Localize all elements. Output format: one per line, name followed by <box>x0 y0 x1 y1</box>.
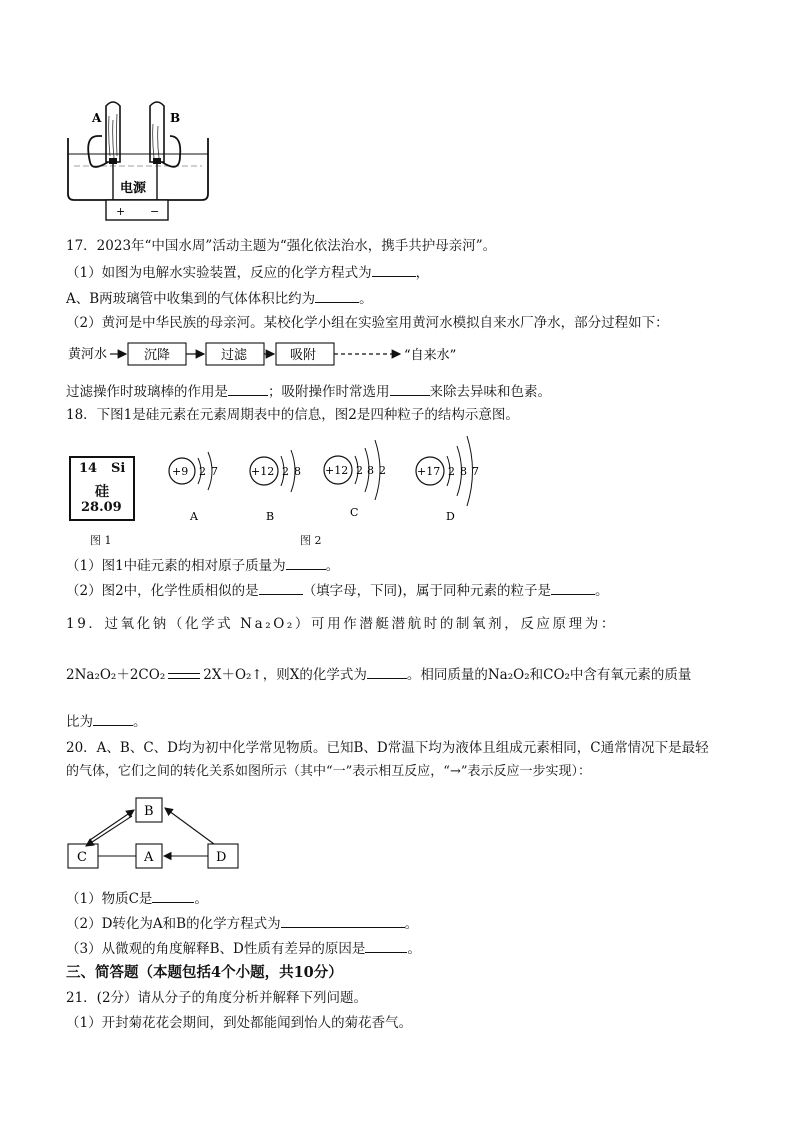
q19-mid2: 。相同质量的Na₂O₂和CO₂中含有氧元素的质量 <box>406 667 692 683</box>
q17-part1a-end: ， <box>415 265 430 281</box>
shell-electrons: 2 <box>282 465 289 478</box>
nucleus-charge: +17 <box>417 465 441 478</box>
fig2-caption: 图 2 <box>300 534 322 547</box>
flow-step: 过滤 <box>221 348 248 363</box>
q18-part2-end: 。 <box>594 583 609 599</box>
answer-blank[interactable] <box>228 381 268 396</box>
electrolysis-apparatus-figure <box>62 96 212 224</box>
plus-sign: + <box>116 205 126 218</box>
shell-electrons: 7 <box>211 465 218 478</box>
purification-flowchart <box>66 340 486 370</box>
nucleus-charge: +12 <box>325 464 349 477</box>
q17-part3c: 来除去异味和色素。 <box>429 384 551 400</box>
q20-part2-text: （2）D转化为A和B的化学方程式为 <box>66 916 281 932</box>
shell-electrons: 2 <box>379 464 386 477</box>
equation-right: 2X＋O₂↑ <box>203 667 263 683</box>
q17-part1a <box>66 262 429 283</box>
q19-line3-end: 。 <box>133 714 147 730</box>
section-three-heading: 三、简答题（本题包括4个小题，共10分） <box>66 964 343 981</box>
atomic-mass: 28.09 <box>81 500 122 515</box>
q17-part1b <box>66 288 373 309</box>
q18-part1 <box>66 555 339 576</box>
q20-part2 <box>66 913 418 934</box>
q20-line1: 20．A、B、C、D均为初中化学常见物质。已知B、D常温下均为液体且组成元素相同，C通常情况下是最轻 <box>66 740 709 756</box>
answer-blank[interactable] <box>390 381 430 396</box>
flow-step: 沉降 <box>144 348 171 363</box>
nucleus-charge: +12 <box>251 465 275 478</box>
conversion-diagram <box>66 796 242 872</box>
equation-double-line <box>168 673 200 679</box>
q17-part1b-text: A、B两玻璃管中收集到的气体体积比约为 <box>66 291 316 307</box>
nucleus-charge: +9 <box>172 465 189 478</box>
shell-electrons: 2 <box>199 465 206 478</box>
element-name: 硅 <box>95 484 109 500</box>
q18-part2 <box>66 580 608 601</box>
label-a: A <box>92 111 102 125</box>
equation-left: 2Na₂O₂＋2CO₂ <box>66 667 166 683</box>
q20-part1-text: （1）物质C是 <box>66 891 153 907</box>
q17-intro: 17．2023年“中国水周”活动主题为“强化依法治水，携手共护母亲河”。 <box>66 238 497 254</box>
q17-part1b-end: 。 <box>359 291 373 307</box>
flow-start: 黄河水 <box>68 347 108 362</box>
wire-left <box>88 136 108 167</box>
q21-part1: （1）开封菊花花会期间，到处都能闻到怡人的菊花香气。 <box>66 1015 413 1031</box>
answer-blank[interactable] <box>259 580 303 595</box>
answer-blank[interactable] <box>365 938 407 953</box>
box-b: B <box>144 804 154 819</box>
box-c: C <box>77 850 87 865</box>
q18-part1-end: 。 <box>325 558 340 574</box>
shell-electrons: 7 <box>472 465 479 478</box>
element-symbol: Si <box>111 461 126 476</box>
q17-part3a: 过滤操作时玻璃棒的作用是 <box>66 384 228 400</box>
power-label: 电源 <box>120 181 147 196</box>
shell-electrons: 8 <box>367 464 374 477</box>
answer-blank[interactable] <box>93 711 133 726</box>
q20-part3-end: 。 <box>407 941 421 957</box>
tube-b <box>150 102 164 162</box>
label-b: B <box>170 111 181 125</box>
shell-electrons: 2 <box>356 464 363 477</box>
shell-electrons: 8 <box>460 465 467 478</box>
q20-line2: 的气体，它们之间的转化关系如图所示（其中“一”表示相互反应，“→”表示反应一步实现）： <box>66 764 591 779</box>
q18-part1-text: （1）图1中硅元素的相对原子质量为 <box>66 558 286 574</box>
q17-part2: （2）黄河是中华民族的母亲河。某校化学小组在实验室用黄河水模拟自来水厂净水，部分过程如下： <box>66 315 669 331</box>
q19-equation-line <box>66 664 691 685</box>
q19-line3-text: 比为 <box>66 714 93 730</box>
q17-part1a-text: （1）如图为电解水实验装置，反应的化学方程式为 <box>66 265 372 281</box>
shell-electrons: 2 <box>448 465 455 478</box>
answer-blank[interactable] <box>315 288 359 303</box>
atom-diagram <box>169 452 218 523</box>
q20-part3 <box>66 938 421 959</box>
atom-structure-diagrams <box>160 428 500 524</box>
fig1-caption: 图 1 <box>90 534 112 547</box>
answer-blank[interactable] <box>286 555 326 570</box>
q19-line1: 19．过氧化钠（化学式 Na₂O₂）可用作潜艇潜航时的制氧剂，反应原理为： <box>66 616 617 632</box>
answer-blank[interactable] <box>281 913 405 928</box>
q20-part1-end: 。 <box>194 891 208 907</box>
answer-blank[interactable] <box>551 580 595 595</box>
q19-mid1: ，则X的化学式为 <box>262 667 367 683</box>
q19-line3 <box>66 711 147 732</box>
atom-label: B <box>266 510 275 523</box>
answer-blank[interactable] <box>367 664 407 679</box>
q17-part3b: ；吸附操作时常选用 <box>268 384 390 400</box>
q20-part1 <box>66 888 208 909</box>
flow-end: “自来水” <box>404 348 457 363</box>
atom-diagram <box>250 450 301 523</box>
q17-part3 <box>66 381 551 402</box>
q20-part3-text: （3）从微观的角度解释B、D性质有差异的原因是 <box>66 941 366 957</box>
atom-label: C <box>350 506 359 519</box>
q20-part2-end: 。 <box>404 916 419 932</box>
atom-diagram <box>324 440 386 519</box>
q21-intro: 21．(2分）请从分子的角度分析并解释下列问题。 <box>66 990 368 1006</box>
answer-blank[interactable] <box>152 888 194 903</box>
flow-step: 吸附 <box>290 348 317 363</box>
atom-label: D <box>446 510 455 523</box>
box-a: A <box>144 850 154 865</box>
answer-blank[interactable] <box>372 262 416 277</box>
element-card <box>69 456 135 521</box>
q18-part2b: （填字母，下同)，属于同种元素的粒子是 <box>302 583 551 599</box>
atomic-number: 14 <box>79 461 98 476</box>
q18-part2a: （2）图2中，化学性质相似的是 <box>66 583 259 599</box>
box-d: D <box>216 850 227 865</box>
atom-diagram <box>416 436 479 523</box>
shell-electrons: 8 <box>294 465 301 478</box>
atom-label: A <box>190 510 198 523</box>
q18-intro: 18．下图1是硅元素在元素周期表中的信息，图2是四种粒子的结构示意图。 <box>66 407 519 423</box>
minus-sign: − <box>150 205 160 218</box>
